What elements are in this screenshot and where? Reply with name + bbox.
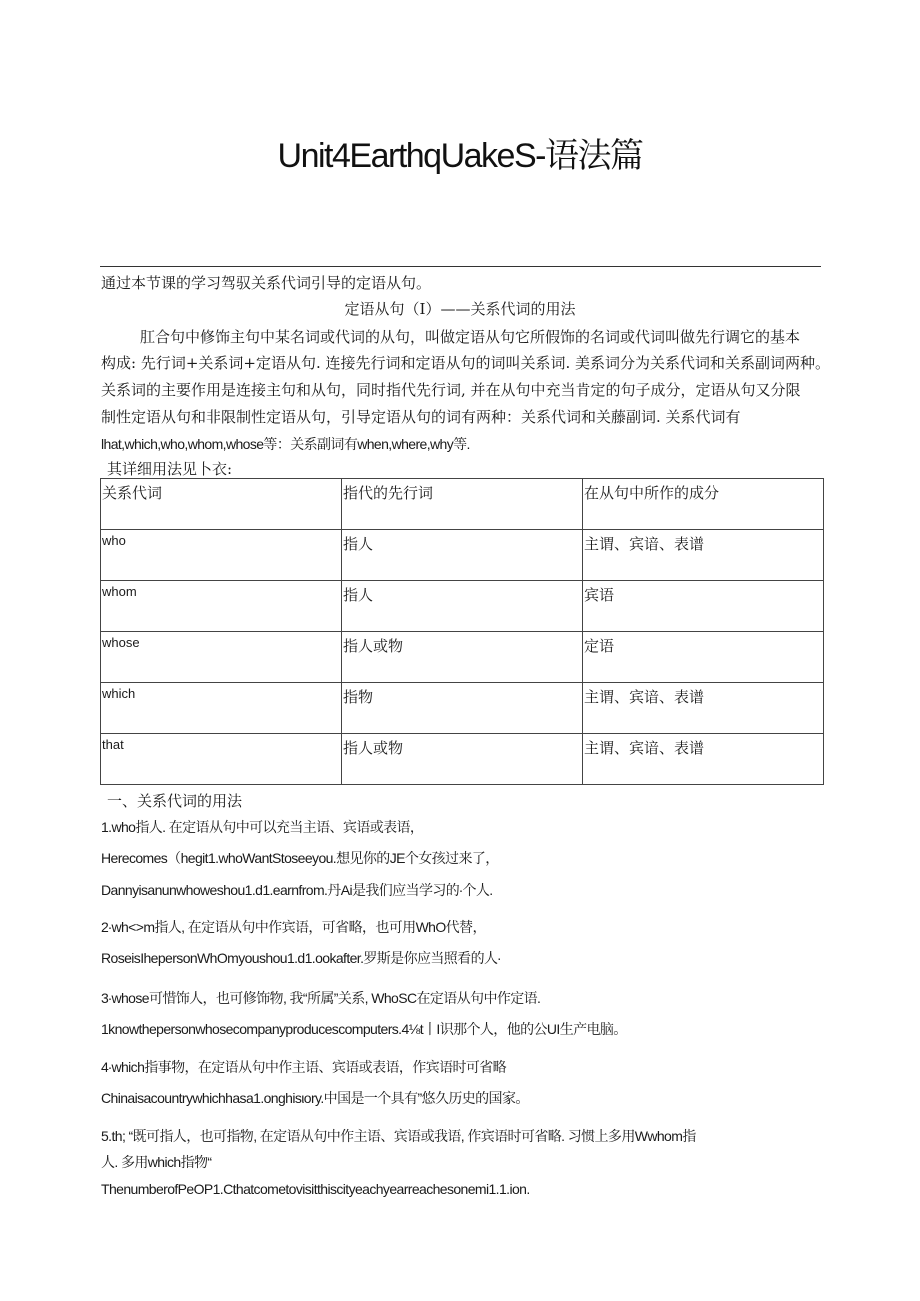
- objective-text: 通过本节课的学习驾驭关系代词引导的定语从句。: [101, 274, 432, 292]
- table-header-cell: 关系代词: [101, 479, 342, 530]
- table-row: [101, 581, 824, 632]
- intro-line: 构成: 先行词+关系词+定语从句. 连接先行词和定语从句的词叫关系词. 美系词分为关系代词和关系副词两种。: [101, 354, 831, 372]
- intro-line: 关系词的主要作用是连接主句和从句，同时指代先行词, 并在从句中充当肯定的句子成分，定语从句又分限: [101, 381, 801, 399]
- usage-line: RoseisIhepersonWhOmyoushou1.d1.ookafter.罗斯是你应当照看的人∙: [101, 950, 501, 966]
- usage-line: 1knowthepersonwhosecompanyproducescomputers.4⅛t丨I识那个人，他的公UI生产电脑。: [101, 1021, 627, 1037]
- table-cell: 指人: [342, 530, 583, 581]
- table-cell: 指人或物: [342, 632, 583, 683]
- intro-line: 制性定语从句和非限制性定语从句，引导定语从句的词有两种：关系代词和关藤副词. 关系代词有: [101, 408, 741, 426]
- table-intro: 其详细用法见卜衣:: [107, 460, 233, 478]
- table-row: [101, 683, 824, 734]
- table-cell: 主谓、宾谙、表谱: [583, 530, 824, 581]
- usage-line: 4∙which指事物，在定语从句中作主语、宾语或表语，作宾语时可省略: [101, 1059, 507, 1075]
- table-cell: whom: [101, 581, 342, 632]
- table-cell: 宾语: [583, 581, 824, 632]
- usage-line: Chinaisacountrywhichhasa1.onghisιory.中国是一个具有”悠久历史的国家。: [101, 1090, 529, 1106]
- intro-line: lhat,which,who,whom,whose等：关系副词有when,where,why等.: [101, 436, 470, 452]
- usage-line: 5.th; “既可指人，也可指物, 在定语从句中作主语、宾语或我语, 作宾语时可省略. 习惯上多用Wwhom指: [101, 1128, 696, 1144]
- usage-line: 人. 多用which指物“: [101, 1154, 212, 1170]
- table-cell: 定语: [583, 632, 824, 683]
- usage-line: 3∙whose可惜饰人，也可修饰物, 我“所属”关系, WhoSC在定语从句中作定语.: [101, 990, 541, 1006]
- table-cell: who: [101, 530, 342, 581]
- table-cell: whose: [101, 632, 342, 683]
- intro-line: 肛合句中修饰主句中某名词或代词的从句，叫做定语从句它所假饰的名词或代词叫做先行调它的基本: [140, 328, 801, 346]
- usage-line: ThenumberofPeOP1.Cthatcometovisitthiscityeachyearreachesonemi1.1.ion.: [101, 1181, 530, 1197]
- table-row: [101, 530, 824, 581]
- usage-line: 2∙wh<>m指人, 在定语从句中作宾语，可省略，也可用WhO代替，: [101, 919, 486, 935]
- table-row: [101, 632, 824, 683]
- table-row: [101, 734, 824, 785]
- title-divider: [100, 266, 821, 267]
- relative-pronoun-table: [100, 478, 824, 785]
- table-cell: that: [101, 734, 342, 785]
- table-header-cell: 在从句中所作的成分: [583, 479, 824, 530]
- section-heading: 定语从句（I）——关系代词的用法: [344, 300, 576, 318]
- usage-line: 1.who指人. 在定语从句中可以充当主语、宾语或表语，: [101, 819, 424, 835]
- table-cell: 主谓、宾谙、表谱: [583, 734, 824, 785]
- table-header-cell: 指代的先行词: [342, 479, 583, 530]
- table-cell: which: [101, 683, 342, 734]
- usage-line: Dannyisanunwhoweshou1.d1.earnfrom.丹Ai是我们应当学习的∙个人.: [101, 882, 493, 898]
- table-cell: 主谓、宾谙、表谱: [583, 683, 824, 734]
- table-header-row: [101, 479, 824, 530]
- table-cell: 指人或物: [342, 734, 583, 785]
- page-title: Unit4EarthqUakeS-语法篇: [277, 137, 643, 175]
- table-cell: 指人: [342, 581, 583, 632]
- table-cell: 指物: [342, 683, 583, 734]
- usage-heading: 一、关系代词的用法: [107, 792, 243, 810]
- usage-line: Herecomes（hegit1.whoWantStoseeyou.想见你的JE个女孩过来了，: [101, 850, 499, 866]
